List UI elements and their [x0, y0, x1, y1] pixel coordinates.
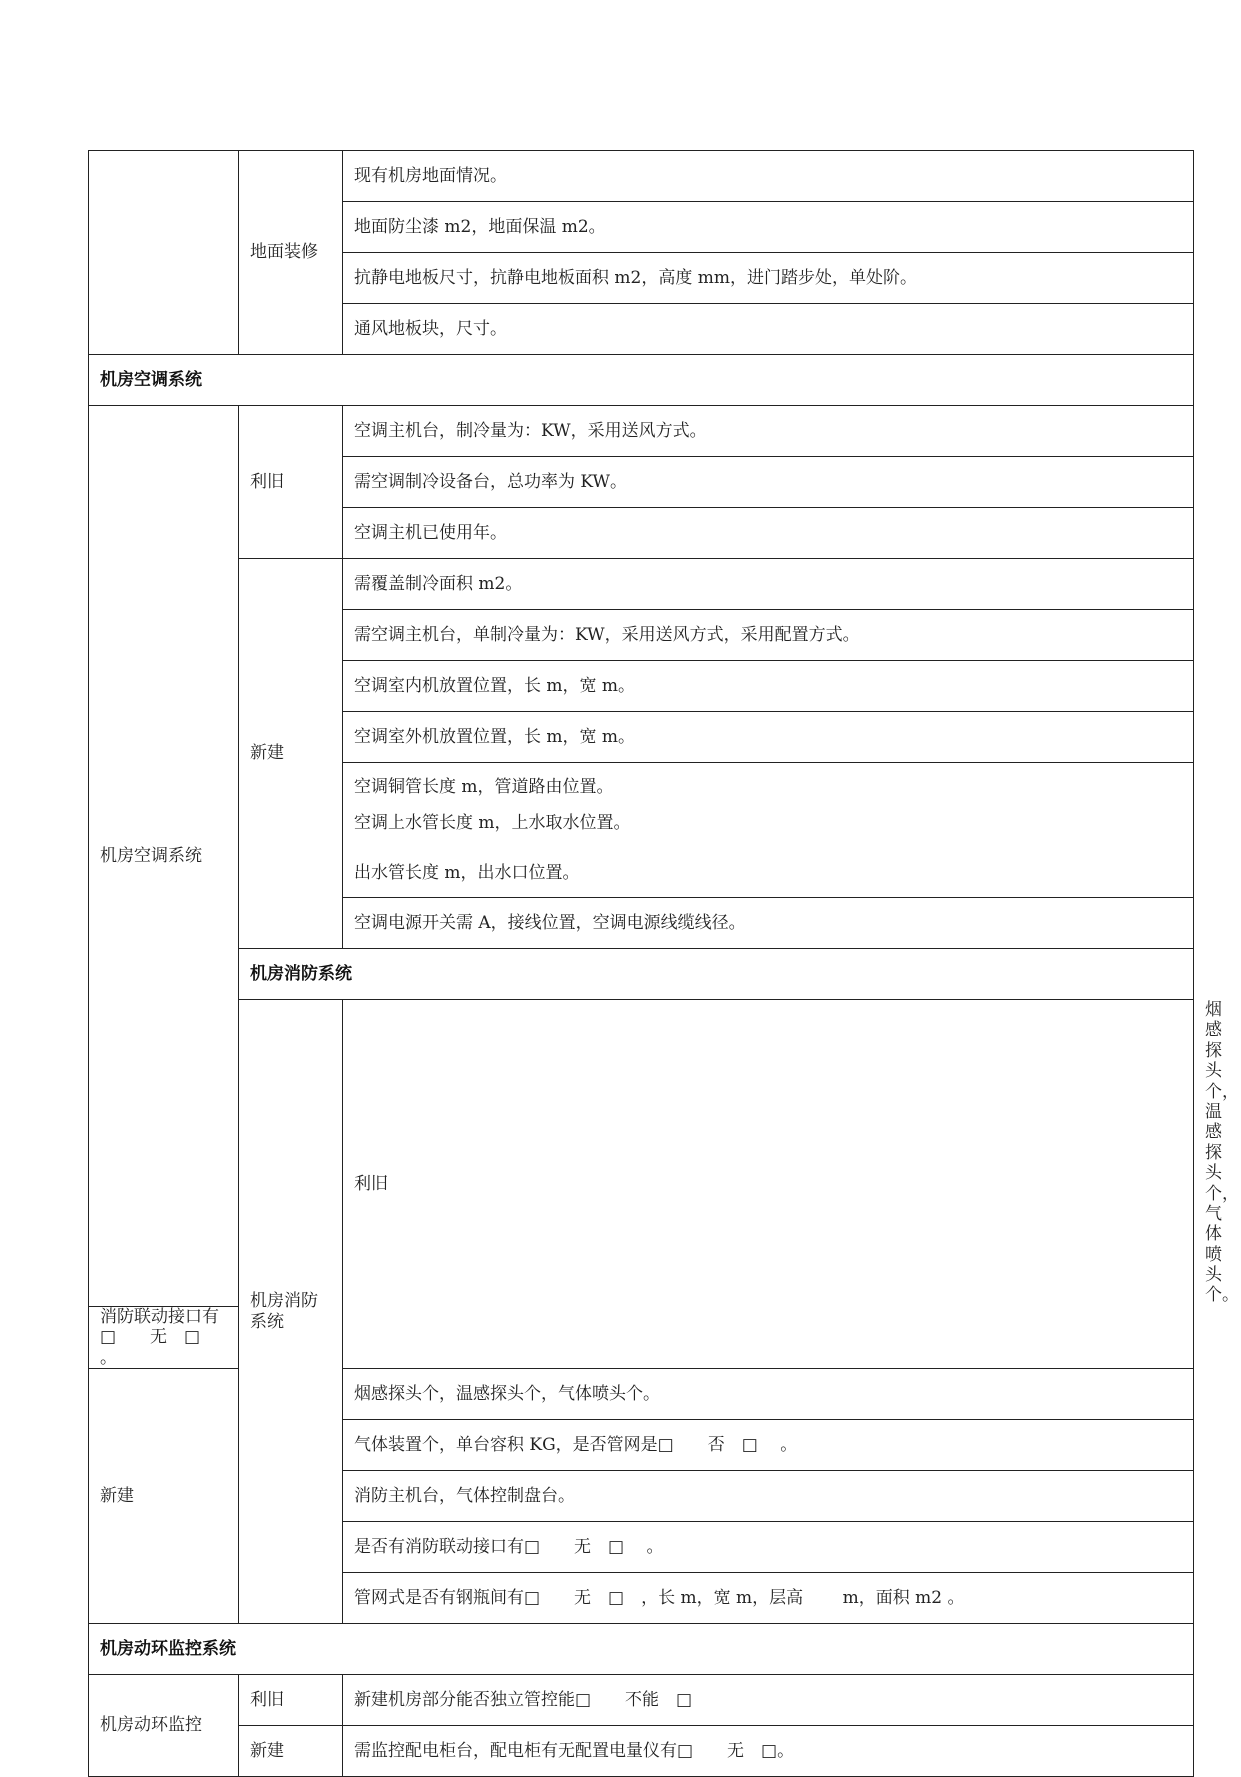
floor-category-cell [89, 151, 239, 355]
ac-new-item: 需空调主机台，单制冷量为：KW，采用送风方式，采用配置方式。 [343, 610, 1194, 661]
floor-item: 现有机房地面情况。 [343, 151, 1194, 202]
floor-sub-cell: 地面装修 [239, 151, 343, 355]
survey-table-page [88, 150, 1239, 1777]
ac-new-label: 新建 [239, 559, 343, 949]
env-new-label: 新建 [239, 1726, 343, 1777]
ac-new-item: 空调室内机放置位置，长 m，宽 m。 [343, 661, 1194, 712]
floor-item: 通风地板块，尺寸。 [343, 304, 1194, 355]
fire-category-label: 机房消防系统 [239, 1000, 343, 1624]
section-header-fire: 机房消防系统 [239, 949, 1194, 1000]
ac-reuse-item: 空调主机台，制冷量为：KW，采用送风方式。 [343, 406, 1194, 457]
env-reuse-item: 新建机房部分能否独立管控能□ 不能 □ [343, 1675, 1194, 1726]
ac-pipe-line: 空调铜管长度 m，管道路由位置。 [354, 777, 614, 797]
section-header-ac: 机房空调系统 [89, 355, 1194, 406]
survey-table: 地面装修 现有机房地面情况。 地面防尘漆 m2，地面保温 m2。 抗静电地板尺寸，抗静电地板面积 m2，高度 mm，进门踏步处，单处阶。 通风地板块，尺寸。 机房空调系统 机房空调系统 利旧 空调主机台，制冷量为：KW，采用送风方式。 需空调制冷设备台，总功率为 KW。 空调主机已使用年。 新建 需覆盖制冷面积 m2。 需空调主机台，单制冷量为：KW，采用送风方式，采用配置方式。 空调室内机放置位置，长 m，宽 m。 空调室外机放置位置，长 m，宽 m。 空调铜管长度 m，管道路由位置。 空调上水管长度 m，上水取水位置。 出水管长度 m，出水口位置。 空调电源开关需 A，接线位置，空调电源线缆线径。 机房消防系统 机房消防系统 利旧 烟感探头个，温感探头个，气体喷头个。 消防联动接口有□ 无 □ 。 新建 烟感探头个，温感探头个，气体喷头个。 气体装置个，单台容积 KG，是否管网是□ 否 □ 。 消防主机台，气体控制盘台。 是否有消防联动接口有□ 无 □ 。 管网式是否有钢瓶间有□ 无 □ ，长 m，宽 m，层高 m，面积 m2 。 机房动环监控系统 机房动环监控 利旧 新建机房部分能否独立管控能□ 不能 □ 新建 需监控配电柜台，配电柜有无配置电量仪有□ 无 □。 [88, 150, 1194, 1777]
ac-reuse-item: 空调主机已使用年。 [343, 508, 1194, 559]
ac-pipe-line: 出水管长度 m，出水口位置。 [354, 863, 580, 883]
fire-new-item: 气体装置个，单台容积 KG，是否管网是□ 否 □ 。 [343, 1420, 1194, 1471]
ac-new-item: 空调室外机放置位置，长 m，宽 m。 [343, 712, 1194, 763]
floor-item: 地面防尘漆 m2，地面保温 m2。 [343, 202, 1194, 253]
ac-pipe-line: 空调上水管长度 m，上水取水位置。 [354, 813, 631, 833]
ac-category-label: 机房空调系统 [89, 406, 239, 1307]
env-new-item: 需监控配电柜台，配电柜有无配置电量仪有□ 无 □。 [343, 1726, 1194, 1777]
ac-reuse-item: 需空调制冷设备台，总功率为 KW。 [343, 457, 1194, 508]
fire-new-label: 新建 [89, 1369, 239, 1624]
ac-new-item: 空调电源开关需 A，接线位置，空调电源线缆线径。 [343, 898, 1194, 949]
fire-new-item: 管网式是否有钢瓶间有□ 无 □ ，长 m，宽 m，层高 m，面积 m2 。 [343, 1573, 1194, 1624]
floor-item: 抗静电地板尺寸，抗静电地板面积 m2，高度 mm，进门踏步处，单处阶。 [343, 253, 1194, 304]
env-reuse-label: 利旧 [239, 1675, 343, 1726]
fire-new-item: 是否有消防联动接口有□ 无 □ 。 [343, 1522, 1194, 1573]
section-header-env: 机房动环监控系统 [89, 1624, 1194, 1675]
fire-new-item: 消防主机台，气体控制盘台。 [343, 1471, 1194, 1522]
fire-reuse-item: 消防联动接口有□ 无 □ 。 [89, 1306, 239, 1368]
env-category-label: 机房动环监控 [89, 1675, 239, 1777]
ac-reuse-label: 利旧 [239, 406, 343, 559]
fire-reuse-label: 利旧 [343, 1000, 1194, 1369]
ac-new-pipe-cell [343, 763, 1194, 898]
ac-new-item: 需覆盖制冷面积 m2。 [343, 559, 1194, 610]
fire-new-item: 烟感探头个，温感探头个，气体喷头个。 [343, 1369, 1194, 1420]
